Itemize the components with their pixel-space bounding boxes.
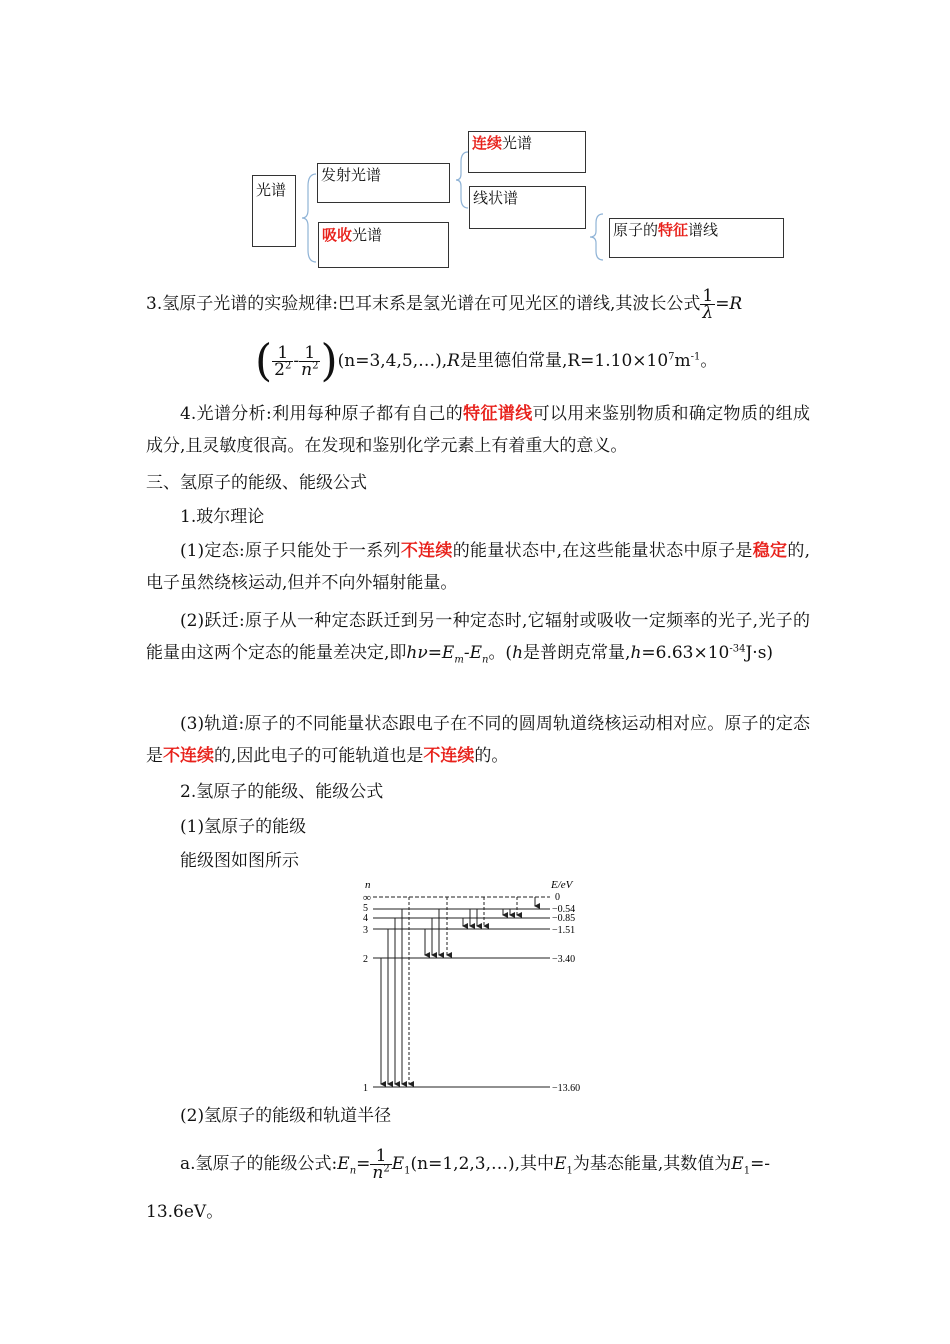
p3-orbit: (3)轨道:原子的不同能量状态跟电子在不同的圆周轨道绕核运动相对应。原子的定态是不连续的,因此电子的可能轨道也是不连续的。 (146, 714, 810, 766)
sub2-2-title: (2)氢原子的能级和轨道半径 (180, 1106, 392, 1126)
energy-level-diagram (355, 876, 595, 1098)
absorption-box: 吸收光谱 (318, 222, 449, 268)
emission-box: 发射光谱 (317, 163, 450, 203)
axis-n-label: n (365, 879, 371, 891)
continuous-box: 连续光谱 (468, 131, 586, 173)
level-2-e: −3.40 (552, 954, 576, 965)
p2-transition: (2)跃迁:原子从一种定态跃迁到另一种定态时,它辐射或吸收一定频率的光子,光子的能量由这两个定态的能量差决定,即$h\nu=E_m-E_n$。(h是普朗克常量$,h=6.63\times 10^{-34}J\cdot s$) (146, 611, 810, 666)
p1-stationary-state: (1)定态:原子只能处于一系列不连续的能量状态中,在这些能量状态中原子是稳定的,电子虽然绕核运动,但并不向外辐射能量。 (146, 541, 811, 593)
axis-e-label: E/eV (551, 879, 573, 891)
energy-formula-line: a.氢原子的能级公式$:E_n=$ $\frac{1}{n^2}$ $E_1(n=1,2,3,\dots)$,其中$E_1$为基态能量,其数值为$E_1=-$ (180, 1146, 771, 1183)
level-1-e: −13.60 (552, 1083, 581, 1094)
spectrum-box: 光谱 (252, 175, 296, 247)
bohr-title: 1.玻尔理论 (180, 507, 265, 527)
figure-caption: 能级图如图所示 (180, 851, 299, 871)
sec4-paragraph: 4.光谱分析:利用每种原子都有自己的特征谱线可以用来鉴别物质和确定物质的组成成分,且灵敏度很高。在发现和鉴别化学元素上有着重大的意义。 (146, 404, 810, 456)
feature-box: 原子的特征谱线 (609, 218, 784, 258)
level-inf-n: ∞ (363, 892, 371, 904)
level-2-n: 2 (363, 954, 368, 965)
level-inf-e: 0 (555, 892, 560, 903)
level-4-n: 4 (363, 913, 368, 924)
sub2-title: 2.氢原子的能级、能级公式 (180, 782, 384, 802)
lambda-fraction: $\frac{1}{\lambda}$ (702, 286, 714, 323)
level-5-e: −0.54 (552, 904, 576, 915)
sub2-1-title: (1)氢原子的能级 (180, 817, 307, 837)
energy-value-line: 13.6eV。 (146, 1202, 224, 1222)
sec3-line2: ( $\frac{1}{2^2}$ - $\frac{1}{n^2}$ )(n=3,4,5,…),R是里德伯常量$,R=1.10\times 10^7m^{-1}$。 (255, 335, 718, 387)
n-fraction: $\frac{1}{n^2}$ (301, 343, 319, 380)
level-3-n: 3 (363, 925, 368, 936)
line-spectrum-box: 线状谱 (469, 186, 586, 229)
level-1-n: 1 (363, 1083, 368, 1094)
section-heading-3: 三、氢原子的能级、能级公式 (146, 473, 367, 493)
half-fraction: $\frac{1}{2^2}$ (274, 343, 292, 380)
level-4-e: −0.85 (552, 913, 576, 924)
brace-right (588, 211, 608, 263)
energy-fraction: $\frac{1}{n^2}$ (372, 1146, 390, 1183)
sec3-line1: 3.氢原子光谱的实验规律:巴耳末系是氢光谱在可见光区的谱线,其波长公式 $\frac{1}{\lambda}$ =R (146, 286, 743, 323)
level-5-n: 5 (363, 903, 368, 914)
level-3-e: −1.51 (552, 925, 576, 936)
